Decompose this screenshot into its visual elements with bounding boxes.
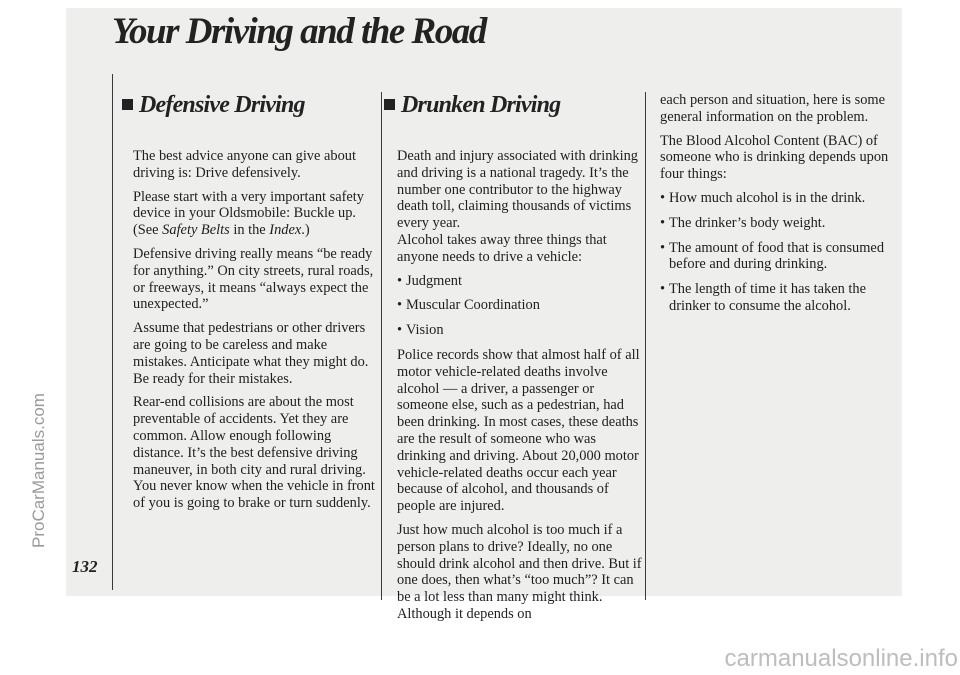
heading-bullet-icon — [384, 99, 395, 110]
paragraph: Death and injury associated with drinking and driving is a national tragedy. It’s the number one contributor to the highway death toll, claiming thousands of victims every year. — [397, 148, 638, 232]
column-divider-2 — [645, 92, 646, 600]
bullet-list — [397, 273, 643, 339]
heading-bullet-icon — [122, 99, 133, 110]
list-item: • Muscular Coordination — [397, 297, 643, 314]
cross-reference: Safety Belts — [162, 222, 230, 239]
defensive-driving-column — [133, 148, 375, 519]
text: .) — [301, 222, 310, 239]
paragraph: Police records show that almost half of all motor vehicle-related deaths involve alcohol — a driver, a passenger or someone else, such as a pedestrian, had been drinking. In most cases, these deaths are the result of someone who was drinking and driving. About 20,000 motor vehicle-related deaths occur each year because of alcohol, and thousands of people are injured. — [397, 346, 640, 515]
paragraph: The best advice anyone can give about driving is: Drive defensively. — [133, 148, 356, 181]
cross-reference: Index — [269, 222, 302, 239]
drunken-driving-column — [397, 148, 643, 630]
paragraph: Alcohol takes away three things that anyone needs to drive a vehicle: — [397, 231, 607, 265]
side-watermark: ProCarManuals.com — [29, 393, 48, 548]
paragraph — [133, 189, 375, 239]
footer-watermark: carmanualsonline.info — [724, 645, 958, 672]
bullet-list — [660, 190, 896, 315]
list-item: • The length of time it has taken the drinker to consume the alcohol. — [660, 281, 896, 315]
heading-text: Defensive Driving — [139, 92, 305, 118]
continued-column — [660, 92, 896, 323]
text: in the — [229, 222, 270, 239]
paragraph: Assume that pedestrians or other drivers are going to be careless and make mistakes. Anticipate what they might do. Be ready for their mistakes. — [133, 320, 369, 387]
list-item: • The drinker’s body weight. — [660, 215, 896, 232]
paragraph: Rear-end collisions are about the most preventable of accidents. Yet they are common. Allow enough following distance. It’s the best defensive driving maneuver, in both city and rural driving. You never know when the vehicle in front of you is going to brake or turn suddenly. — [133, 394, 375, 512]
page-number: 132 — [72, 557, 98, 576]
section-heading-drunken — [384, 92, 560, 119]
text: Please start with a very important safety device in your Oldsmobile: Buckle up. (See — [133, 188, 364, 239]
paragraph: The Blood Alcohol Content (BAC) of someone who is drinking depends upon four things: — [660, 132, 889, 183]
heading-text: Drunken Driving — [401, 92, 561, 118]
paragraph: each person and situation, here is some general information on the problem. — [660, 92, 885, 125]
column-divider-1 — [381, 92, 382, 600]
left-rule — [112, 74, 113, 590]
list-item: • How much alcohol is in the drink. — [660, 190, 896, 207]
list-item: • The amount of food that is consumed before and during drinking. — [660, 240, 896, 274]
list-item: • Judgment — [397, 273, 643, 290]
paragraph: Just how much alcohol is too much if a person plans to drive? Ideally, no one should drink alcohol and then drive. But if one does, then what’s “too much”? It can be a lot less than many might think. Although it depends on — [397, 521, 642, 622]
list-item: • Vision — [397, 322, 643, 339]
paragraph: Defensive driving really means “be ready for anything.” On city streets, rural roads, or freeways, it means “always expect the unexpected.” — [133, 245, 374, 313]
page-title: Your Driving and the Road — [112, 11, 486, 52]
section-heading-defensive — [122, 92, 305, 119]
